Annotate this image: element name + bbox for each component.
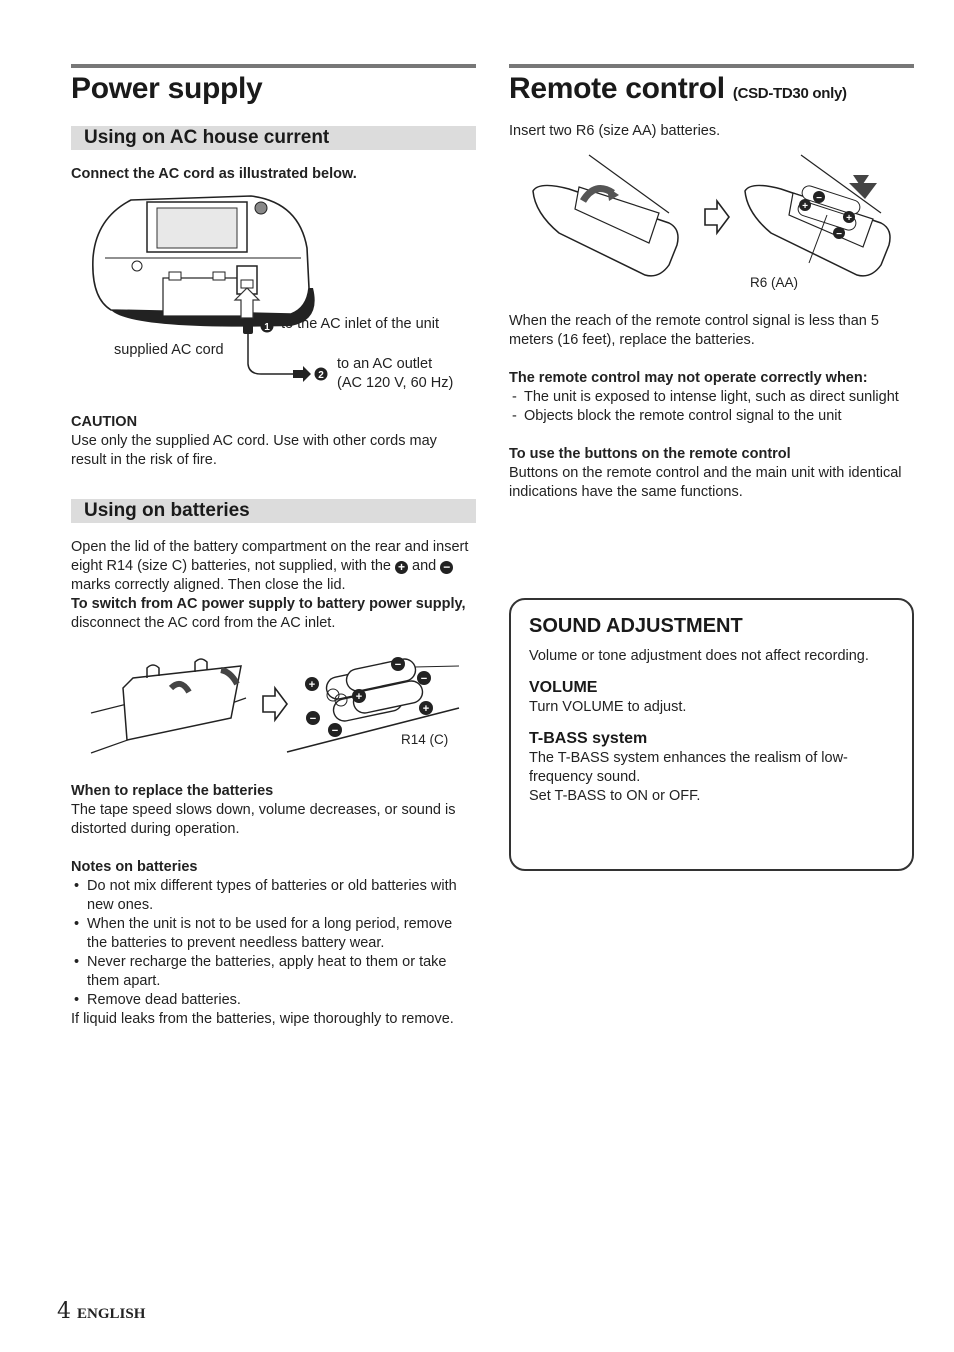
battery-diagram-label: R14 (C) bbox=[401, 732, 449, 747]
svg-text:2: 2 bbox=[318, 370, 324, 381]
list-item: - The unit is exposed to intense light, such as direct sunlight bbox=[509, 388, 914, 407]
language-label: ENGLISH bbox=[77, 1306, 146, 1322]
remote-conditions-list bbox=[509, 388, 914, 426]
batteries-heading: Using on batteries bbox=[71, 499, 476, 523]
volume-text: Turn VOLUME to adjust. bbox=[529, 699, 687, 715]
list-item: - Objects block the remote control signal to the unit bbox=[509, 407, 914, 426]
caution-text: Use only the supplied AC cord. Use with other cords may result in the risk of fire. bbox=[71, 433, 437, 468]
section-rule bbox=[71, 64, 476, 68]
sound-intro: Volume or tone adjustment does not affect recording. bbox=[529, 648, 869, 664]
remote-buttons-text: Buttons on the remote control and the main unit with identical indications have the same functions. bbox=[509, 465, 902, 500]
minus-icon: − bbox=[440, 561, 453, 574]
svg-text:1: 1 bbox=[264, 322, 270, 333]
power-supply-title: Power supply bbox=[71, 72, 263, 105]
svg-text:+: + bbox=[355, 691, 363, 703]
battery-diagram bbox=[71, 648, 476, 766]
sound-adjustment-box bbox=[509, 598, 914, 871]
svg-text:−: − bbox=[394, 659, 402, 671]
tbass-text-2: Set T-BASS to ON or OFF. bbox=[529, 788, 701, 804]
notes-title: Notes on batteries bbox=[71, 859, 198, 875]
sound-adjustment-title: SOUND ADJUSTMENT bbox=[529, 615, 743, 637]
svg-text:−: − bbox=[420, 673, 428, 685]
remote-buttons-title: To use the buttons on the remote control bbox=[509, 446, 791, 462]
svg-text:+: + bbox=[802, 201, 808, 212]
remote-diagram bbox=[509, 153, 914, 301]
ac-heading: Using on AC house current bbox=[71, 126, 476, 150]
remote-title-note: (CSD-TD30 only) bbox=[732, 85, 847, 102]
page-footer bbox=[57, 1299, 146, 1324]
replace-text: The tape speed slows down, volume decreases, or sound is distorted during operation. bbox=[71, 802, 456, 837]
ac-step2-label-line2: (AC 120 V, 60 Hz) bbox=[337, 375, 454, 391]
svg-text:+: + bbox=[422, 703, 430, 715]
ac-cord-label: supplied AC cord bbox=[114, 342, 224, 358]
caution-title: CAUTION bbox=[71, 414, 138, 430]
svg-text:+: + bbox=[846, 213, 852, 224]
remote-insert-text: Insert two R6 (size AA) batteries. bbox=[509, 123, 721, 139]
notes-list bbox=[71, 877, 476, 1010]
list-item: • Remove dead batteries. bbox=[71, 991, 476, 1010]
page-number: 4 bbox=[57, 1299, 71, 1324]
remote-battery-illustration bbox=[509, 153, 914, 301]
svg-text:−: − bbox=[309, 713, 317, 725]
remote-control-section bbox=[509, 64, 914, 502]
tbass-title: T-BASS system bbox=[529, 730, 648, 747]
batteries-intro-part2: and bbox=[412, 558, 437, 574]
tbass-text-1: The T-BASS system enhances the realism of low-frequency sound. bbox=[529, 750, 848, 785]
list-item: • Never recharge the batteries, apply heat to them or take them apart. bbox=[71, 953, 476, 991]
leak-text: If liquid leaks from the batteries, wipe thoroughly to remove. bbox=[71, 1011, 454, 1027]
ac-step1-label: to the AC inlet of the unit bbox=[281, 316, 439, 332]
svg-text:−: − bbox=[816, 193, 822, 204]
power-supply-section bbox=[71, 64, 476, 1029]
svg-text:−: − bbox=[836, 229, 842, 240]
switch-instruction bbox=[71, 595, 476, 633]
switch-bold: To switch from AC power supply to battery power supply, bbox=[71, 596, 466, 612]
batteries-intro-part1: Open the lid of the battery compartment on the rear and insert eight R14 (size C) batteries, not supplied, with the bbox=[71, 539, 469, 574]
section-rule bbox=[509, 64, 914, 68]
list-item: • Do not mix different types of batteries or old batteries with new ones. bbox=[71, 877, 476, 915]
batteries-intro-part3: marks correctly aligned. Then close the lid. bbox=[71, 577, 346, 593]
svg-text:−: − bbox=[331, 725, 339, 737]
ac-step2-label-line1: to an AC outlet bbox=[337, 356, 433, 372]
remote-control-title bbox=[509, 72, 914, 111]
remote-not-operate-title: The remote control may not operate correctly when: bbox=[509, 370, 868, 386]
list-item: • When the unit is not to be used for a long period, remove the batteries to prevent needless battery wear. bbox=[71, 915, 476, 953]
replace-title: When to replace the batteries bbox=[71, 783, 274, 799]
remote-reach-text: When the reach of the remote control signal is less than 5 meters (16 feet), replace the batteries. bbox=[509, 313, 879, 348]
remote-title-main: Remote control bbox=[509, 72, 725, 105]
batteries-intro bbox=[71, 538, 476, 595]
ac-diagram bbox=[71, 188, 476, 394]
switch-text: disconnect the AC cord from the AC inlet. bbox=[71, 615, 336, 631]
svg-text:+: + bbox=[308, 679, 316, 691]
plus-icon: + bbox=[395, 561, 408, 574]
volume-title: VOLUME bbox=[529, 679, 598, 696]
remote-diagram-label: R6 (AA) bbox=[750, 275, 799, 290]
ac-instruction: Connect the AC cord as illustrated below. bbox=[71, 166, 357, 182]
